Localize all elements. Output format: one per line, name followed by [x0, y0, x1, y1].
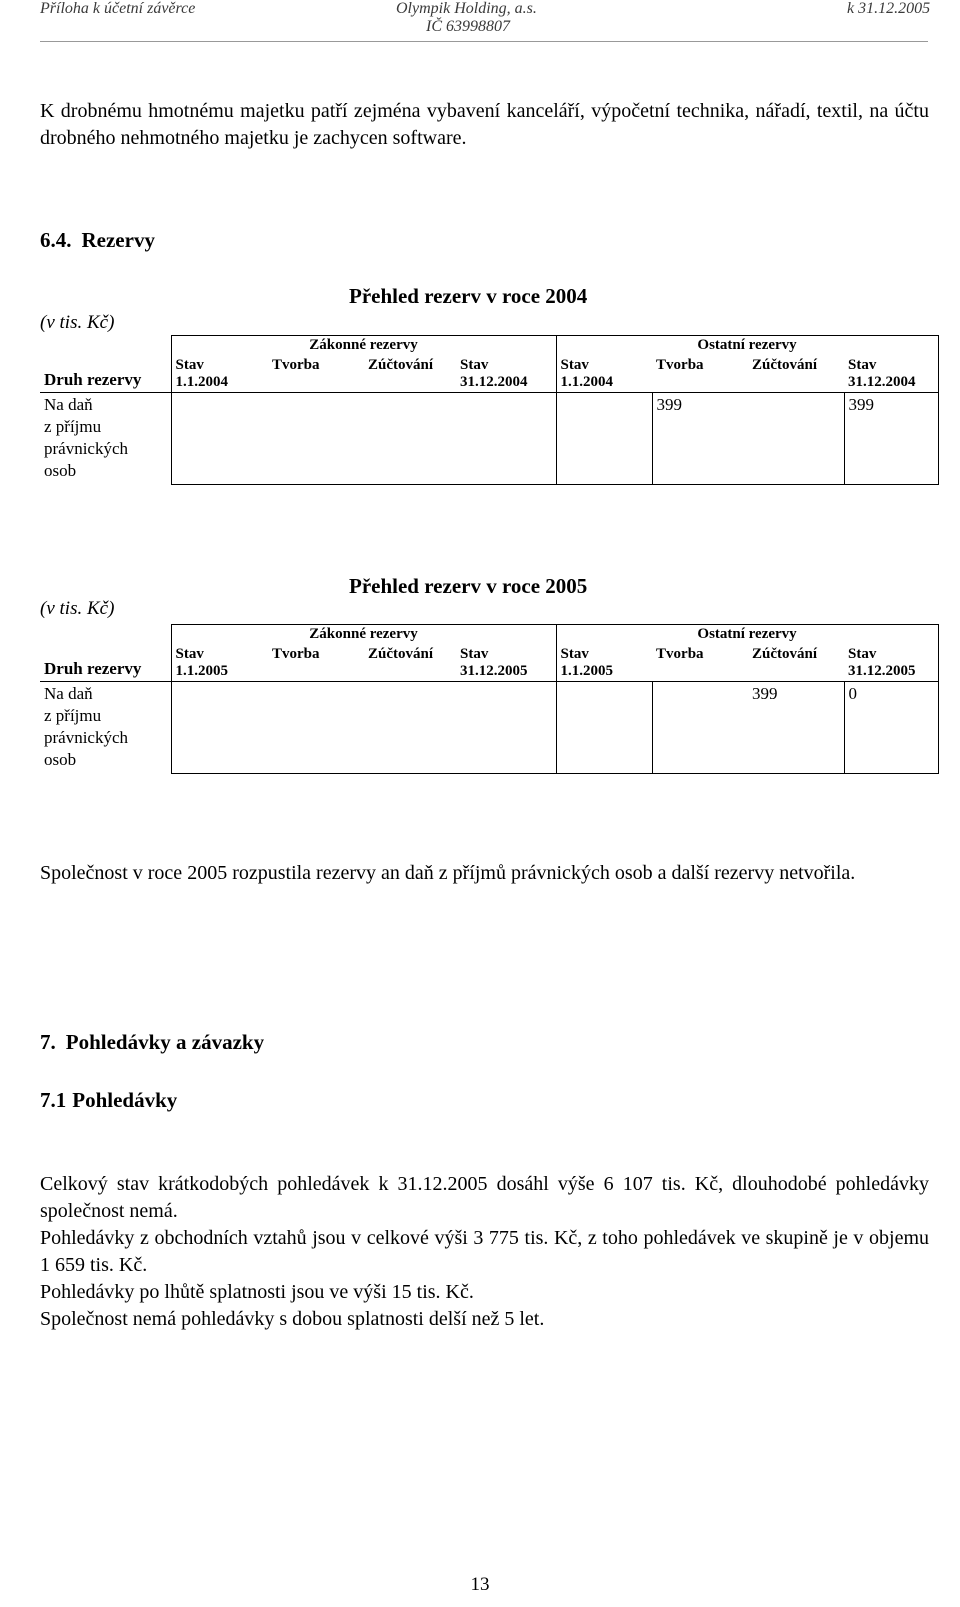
cell-oth-open: [556, 393, 652, 485]
section-number: 7.1: [40, 1088, 67, 1112]
table-group-header-row: [40, 625, 938, 646]
section-heading-7-1: [40, 1088, 177, 1113]
cell-stat-close: [456, 393, 556, 485]
cell-stat-create: [268, 393, 364, 485]
col-oth-open: Stav 1.1.2004: [556, 356, 652, 393]
cell-stat-use: [364, 682, 456, 774]
header-divider: [40, 41, 928, 42]
table-2004-title: Přehled rezerv v roce 2004: [349, 284, 588, 308]
reserves-paragraph: Společnost v roce 2005 rozpustila rezervy an daň z příjmů právnických osob a další rezervy netvořila.: [40, 862, 856, 884]
page-number: 13: [470, 1574, 490, 1595]
col-oth-open: Stav 1.1.2005: [556, 645, 652, 682]
reserves-table-2004: [40, 335, 939, 485]
cell-stat-open: [171, 393, 268, 485]
col-oth-use: Zúčtování: [752, 357, 818, 373]
cell-oth-create: 399: [652, 393, 748, 485]
col-stat-open: Stav 1.1.2005: [171, 645, 268, 682]
col-stat-use: Zúčtování: [368, 646, 434, 662]
receivables-block: [40, 1171, 929, 1333]
table-row: [40, 393, 938, 485]
col-oth-create: Tvorba: [656, 357, 704, 373]
cell-stat-open: [171, 682, 268, 774]
cell-stat-use: [364, 393, 456, 485]
table-group-header-row: [40, 336, 938, 357]
table-column-header-row: [40, 356, 938, 393]
col-stat-create: Tvorba: [272, 357, 320, 373]
col-stat-use: Zúčtování: [368, 357, 434, 373]
intro-paragraph: K drobnému hmotnému majetku patří zejména vybavení kanceláří, výpočetní technika, nářadí, textil, na účtu drobného nehmotného majetku je zachycen software.: [40, 100, 929, 149]
receivables-line: Celkový stav krátkodobých pohledávek k 31.12.2005 dosáhl výše 6 107 tis. Kč, dlouhodobé pohledávky společnost nemá.: [40, 1173, 929, 1222]
row-label: Na daň z příjmu právnických osob: [40, 682, 171, 774]
row-label: Na daň z příjmu právnických osob: [40, 393, 171, 485]
col-oth-create: Tvorba: [656, 646, 704, 662]
section-heading-7: [40, 1030, 264, 1055]
group-statutory: Zákonné rezervy: [171, 336, 556, 357]
col-type-header: Druh rezervy: [40, 356, 171, 393]
header-company-id: IČ 63998807: [426, 18, 510, 35]
table-2005-title: Přehled rezerv v roce 2005: [349, 574, 588, 598]
section-title: Rezervy: [81, 228, 155, 252]
col-oth-close: Stav 31.12.2005: [844, 645, 938, 682]
cell-oth-close: 399: [844, 393, 938, 485]
header-left: Příloha k účetní závěrce: [40, 0, 196, 17]
reserves-table-2005: [40, 624, 939, 774]
section-number: 6.4.: [40, 228, 72, 252]
cell-stat-close: [456, 682, 556, 774]
cell-stat-create: [268, 682, 364, 774]
section-number: 7.: [40, 1030, 56, 1054]
receivables-line: Pohledávky po lhůtě splatnosti jsou ve výši 15 tis. Kč.: [40, 1281, 474, 1303]
section-heading-6-4: [40, 228, 155, 253]
col-type-header: Druh rezervy: [40, 645, 171, 682]
section-title: Pohledávky a závazky: [65, 1030, 265, 1054]
running-header: [0, 0, 960, 40]
group-other: Ostatní rezervy: [556, 336, 938, 357]
col-oth-close: Stav 31.12.2004: [844, 356, 938, 393]
group-statutory: Zákonné rezervy: [171, 625, 556, 646]
col-oth-use: Zúčtování: [752, 646, 818, 662]
table-2004-unit-caption: (v tis. Kč): [40, 312, 115, 333]
cell-oth-use: [748, 393, 844, 485]
table-column-header-row: [40, 645, 938, 682]
receivables-line: Pohledávky z obchodních vztahů jsou v celkové výši 3 775 tis. Kč, z toho pohledávek ve skupině je v objemu 1 659 tis. Kč.: [40, 1227, 929, 1276]
table-row: [40, 682, 938, 774]
header-right: k 31.12.2005: [847, 0, 931, 17]
col-stat-close: Stav 31.12.2004: [456, 356, 556, 393]
cell-oth-close: 0: [844, 682, 938, 774]
col-stat-create: Tvorba: [272, 646, 320, 662]
header-company: Olympik Holding, a.s.: [396, 0, 537, 17]
cell-oth-create: [652, 682, 748, 774]
table-2005-unit-caption: (v tis. Kč): [40, 598, 115, 619]
col-stat-open: Stav 1.1.2004: [171, 356, 268, 393]
section-title: Pohledávky: [72, 1088, 178, 1112]
receivables-line: Společnost nemá pohledávky s dobou splatnosti delší než 5 let.: [40, 1308, 545, 1330]
group-other: Ostatní rezervy: [556, 625, 938, 646]
cell-oth-use: 399: [748, 682, 844, 774]
cell-oth-open: [556, 682, 652, 774]
col-stat-close: Stav 31.12.2005: [456, 645, 556, 682]
